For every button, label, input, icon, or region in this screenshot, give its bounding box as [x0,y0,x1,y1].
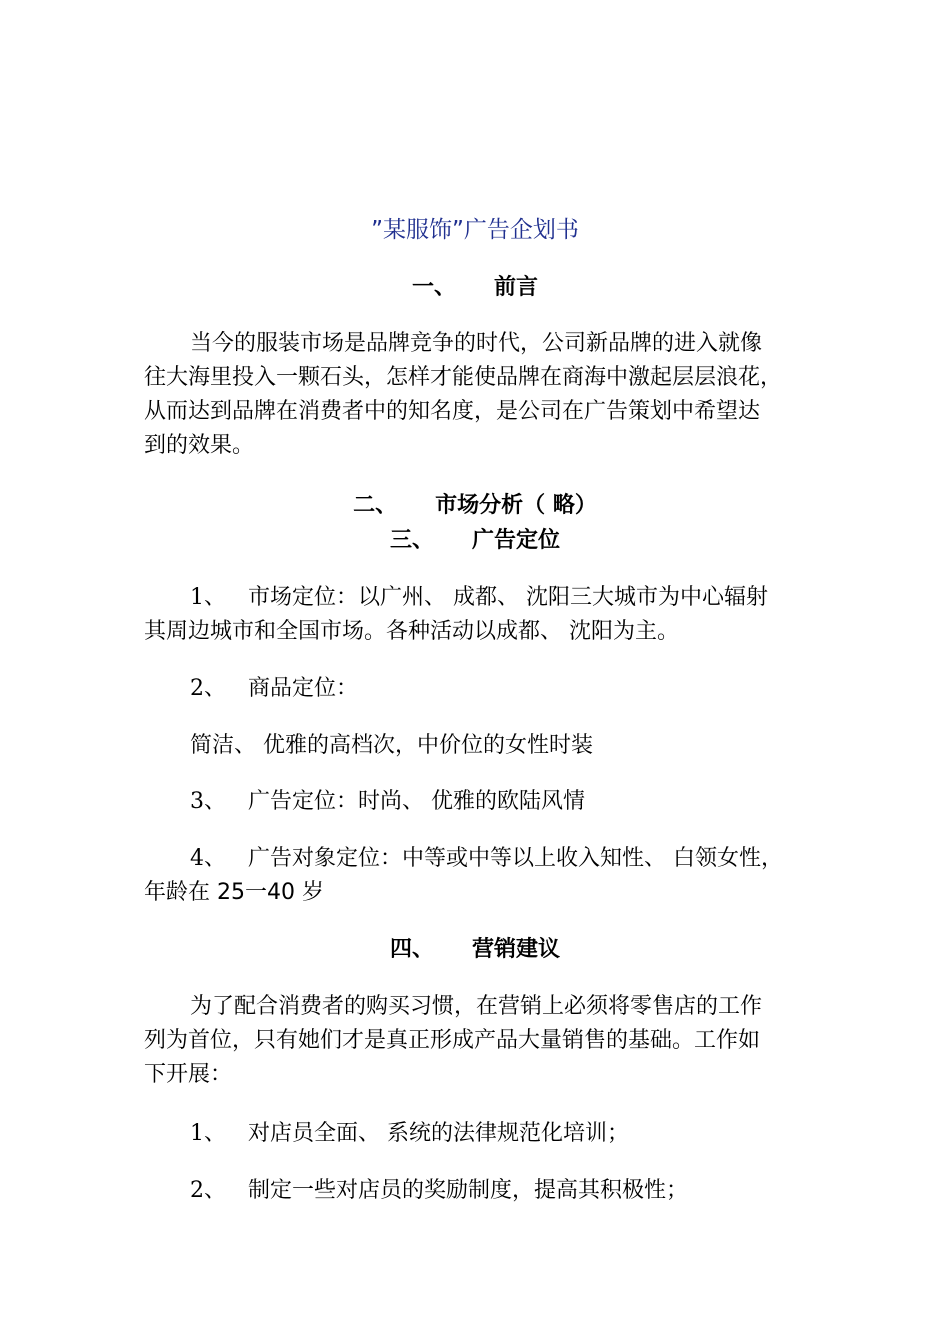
section-number: 三、 [389,528,434,553]
section-number: 二、 [353,493,398,518]
paragraph-line: 到的效果。 [144,433,255,458]
marketing-paragraph [144,990,806,1092]
positioning-item-4 [144,842,806,910]
marketing-item-1 [144,1117,806,1151]
document-title: ”某服饰”广告企划书 [371,217,579,243]
paragraph-line: 为了配合消费者的购买习惯，在营销上必须将零售店的工作 [190,994,763,1019]
preface-paragraph [144,327,806,463]
section-title: 市场分析（ 略） [435,493,597,518]
section-heading-marketing [0,933,950,967]
paragraph-line: 下开展： [144,1062,233,1087]
item-text: 对店员全面、 系统的法律规范化培训； [248,1121,629,1146]
item-number: 2、 [190,1178,226,1203]
item-text: 年龄在 25一40 岁 [144,880,324,905]
item-text: 简洁、 优雅的高档次，中价位的女性时装 [190,733,593,758]
paragraph-line: 往大海里投入一颗石头，怎样才能使品牌在商海中激起层层浪花， [144,365,783,390]
item-text: 制定一些对店员的奖励制度，提高其积极性； [248,1178,689,1203]
paragraph-line: 从而达到品牌在消费者中的知名度，是公司在广告策划中希望达 [144,399,761,424]
item-text: 商品定位： [248,676,359,701]
positioning-item-2 [144,672,806,706]
positioning-item-1 [144,581,806,649]
section-heading-positioning [0,524,950,558]
section-heading-preface [0,271,950,305]
marketing-item-2 [144,1174,806,1208]
item-text: 广告对象定位：中等或中等以上收入知性、 白领女性， [248,846,783,871]
item-number: 1、 [190,585,226,610]
positioning-item-2-detail [144,729,806,763]
paragraph-line: 列为首位，只有她们才是真正形成产品大量销售的基础。工作如 [144,1028,761,1053]
item-number: 1、 [190,1121,226,1146]
section-number: 一、 [411,275,456,300]
section-title: 营销建议 [472,937,561,962]
item-number: 3、 [190,789,226,814]
item-number: 2、 [190,676,226,701]
section-title: 广告定位 [472,528,561,553]
section-title: 前言 [494,275,539,300]
item-number: 4、 [190,846,226,871]
positioning-item-3 [144,785,806,819]
item-text: 广告定位：时尚、 优雅的欧陆风情 [248,789,585,814]
item-text: 市场定位：以广州、 成都、 沈阳三大城市为中心辐射 [248,585,768,610]
paragraph-line: 当今的服装市场是品牌竞争的时代，公司新品牌的进入就像 [190,331,763,356]
section-number: 四、 [389,937,434,962]
section-heading-market [0,489,950,523]
item-text: 其周边城市和全国市场。各种活动以成都、 沈阳为主。 [144,619,679,644]
